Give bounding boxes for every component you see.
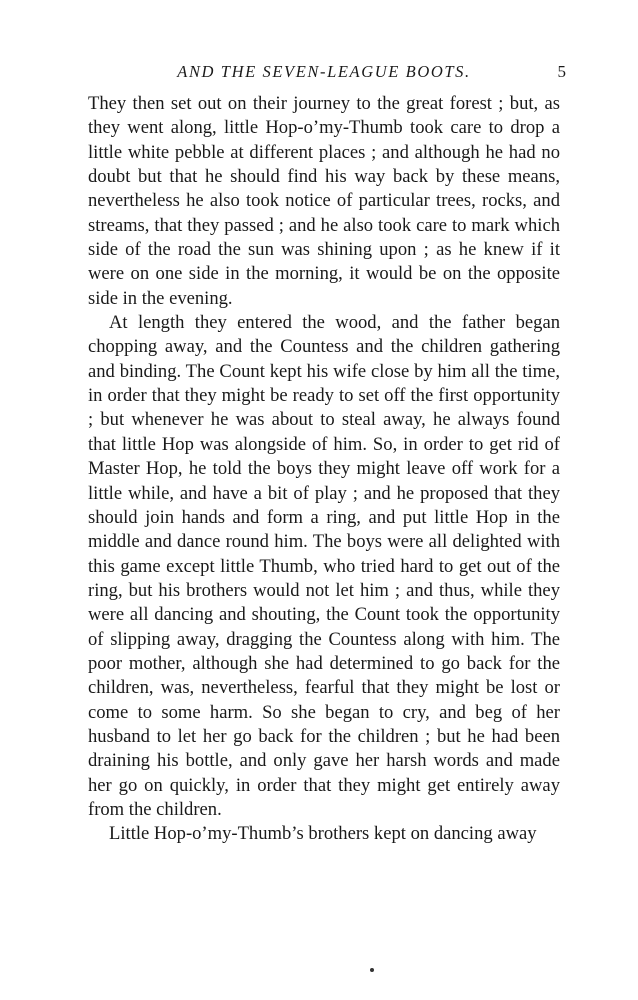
printer-mark <box>370 968 374 972</box>
page-number: 5 <box>557 62 566 81</box>
running-title: AND THE SEVEN-LEAGUE BOOTS. <box>177 62 471 81</box>
paragraph-1: They then set out on their journey to the great forest ; but, as they went along, little Hop-o’my-Thumb took care to drop a little white pebble at different places ; and although he had no doubt but that he should find his way back by these means, nevertheless he also took notice of particular trees, rocks, and streams, that they passed ; and he also took care to mark which side of the road the sun was shining upon ; as he knew if it were on one side in the morning, it would be on the opposite side in the evening. <box>88 93 560 309</box>
paragraph-3: Little Hop-o’my-Thumb’s brothers kept on dancing away <box>109 823 537 845</box>
body-text <box>88 92 560 847</box>
paragraph-2: At length they entered the wood, and the father began chopping away, and the Countess and the children gathering and binding. The Count kept his wife close by him all the time, in order that they might be ready to set off the first opportunity ; but whenever he was about to steal away, he always found that little Hop was alongside of him. So, in order to get rid of Master Hop, he told the boys they might leave off work for a little while, and have a bit of play ; and he proposed that they should join hands and form a ring, and put little Hop in the middle and dance round him. The boys were all delighted with this game except little Thumb, who tried hard to get out of the ring, but his brothers would not let him ; and thus, while they were all dancing and shouting, the Count took the opportunity of slipping away, dragging the Countess along with him. The poor mother, although she had determined to go back for the children, was, nevertheless, fearful that they might be lost or come to some harm. So she began to cry, and beg of her husband to let her go back for the children ; but he had been draining his bottle, and only gave her harsh words and made her go on quickly, in order that they might get entirely away from the children. <box>88 312 560 820</box>
running-head <box>88 62 566 86</box>
